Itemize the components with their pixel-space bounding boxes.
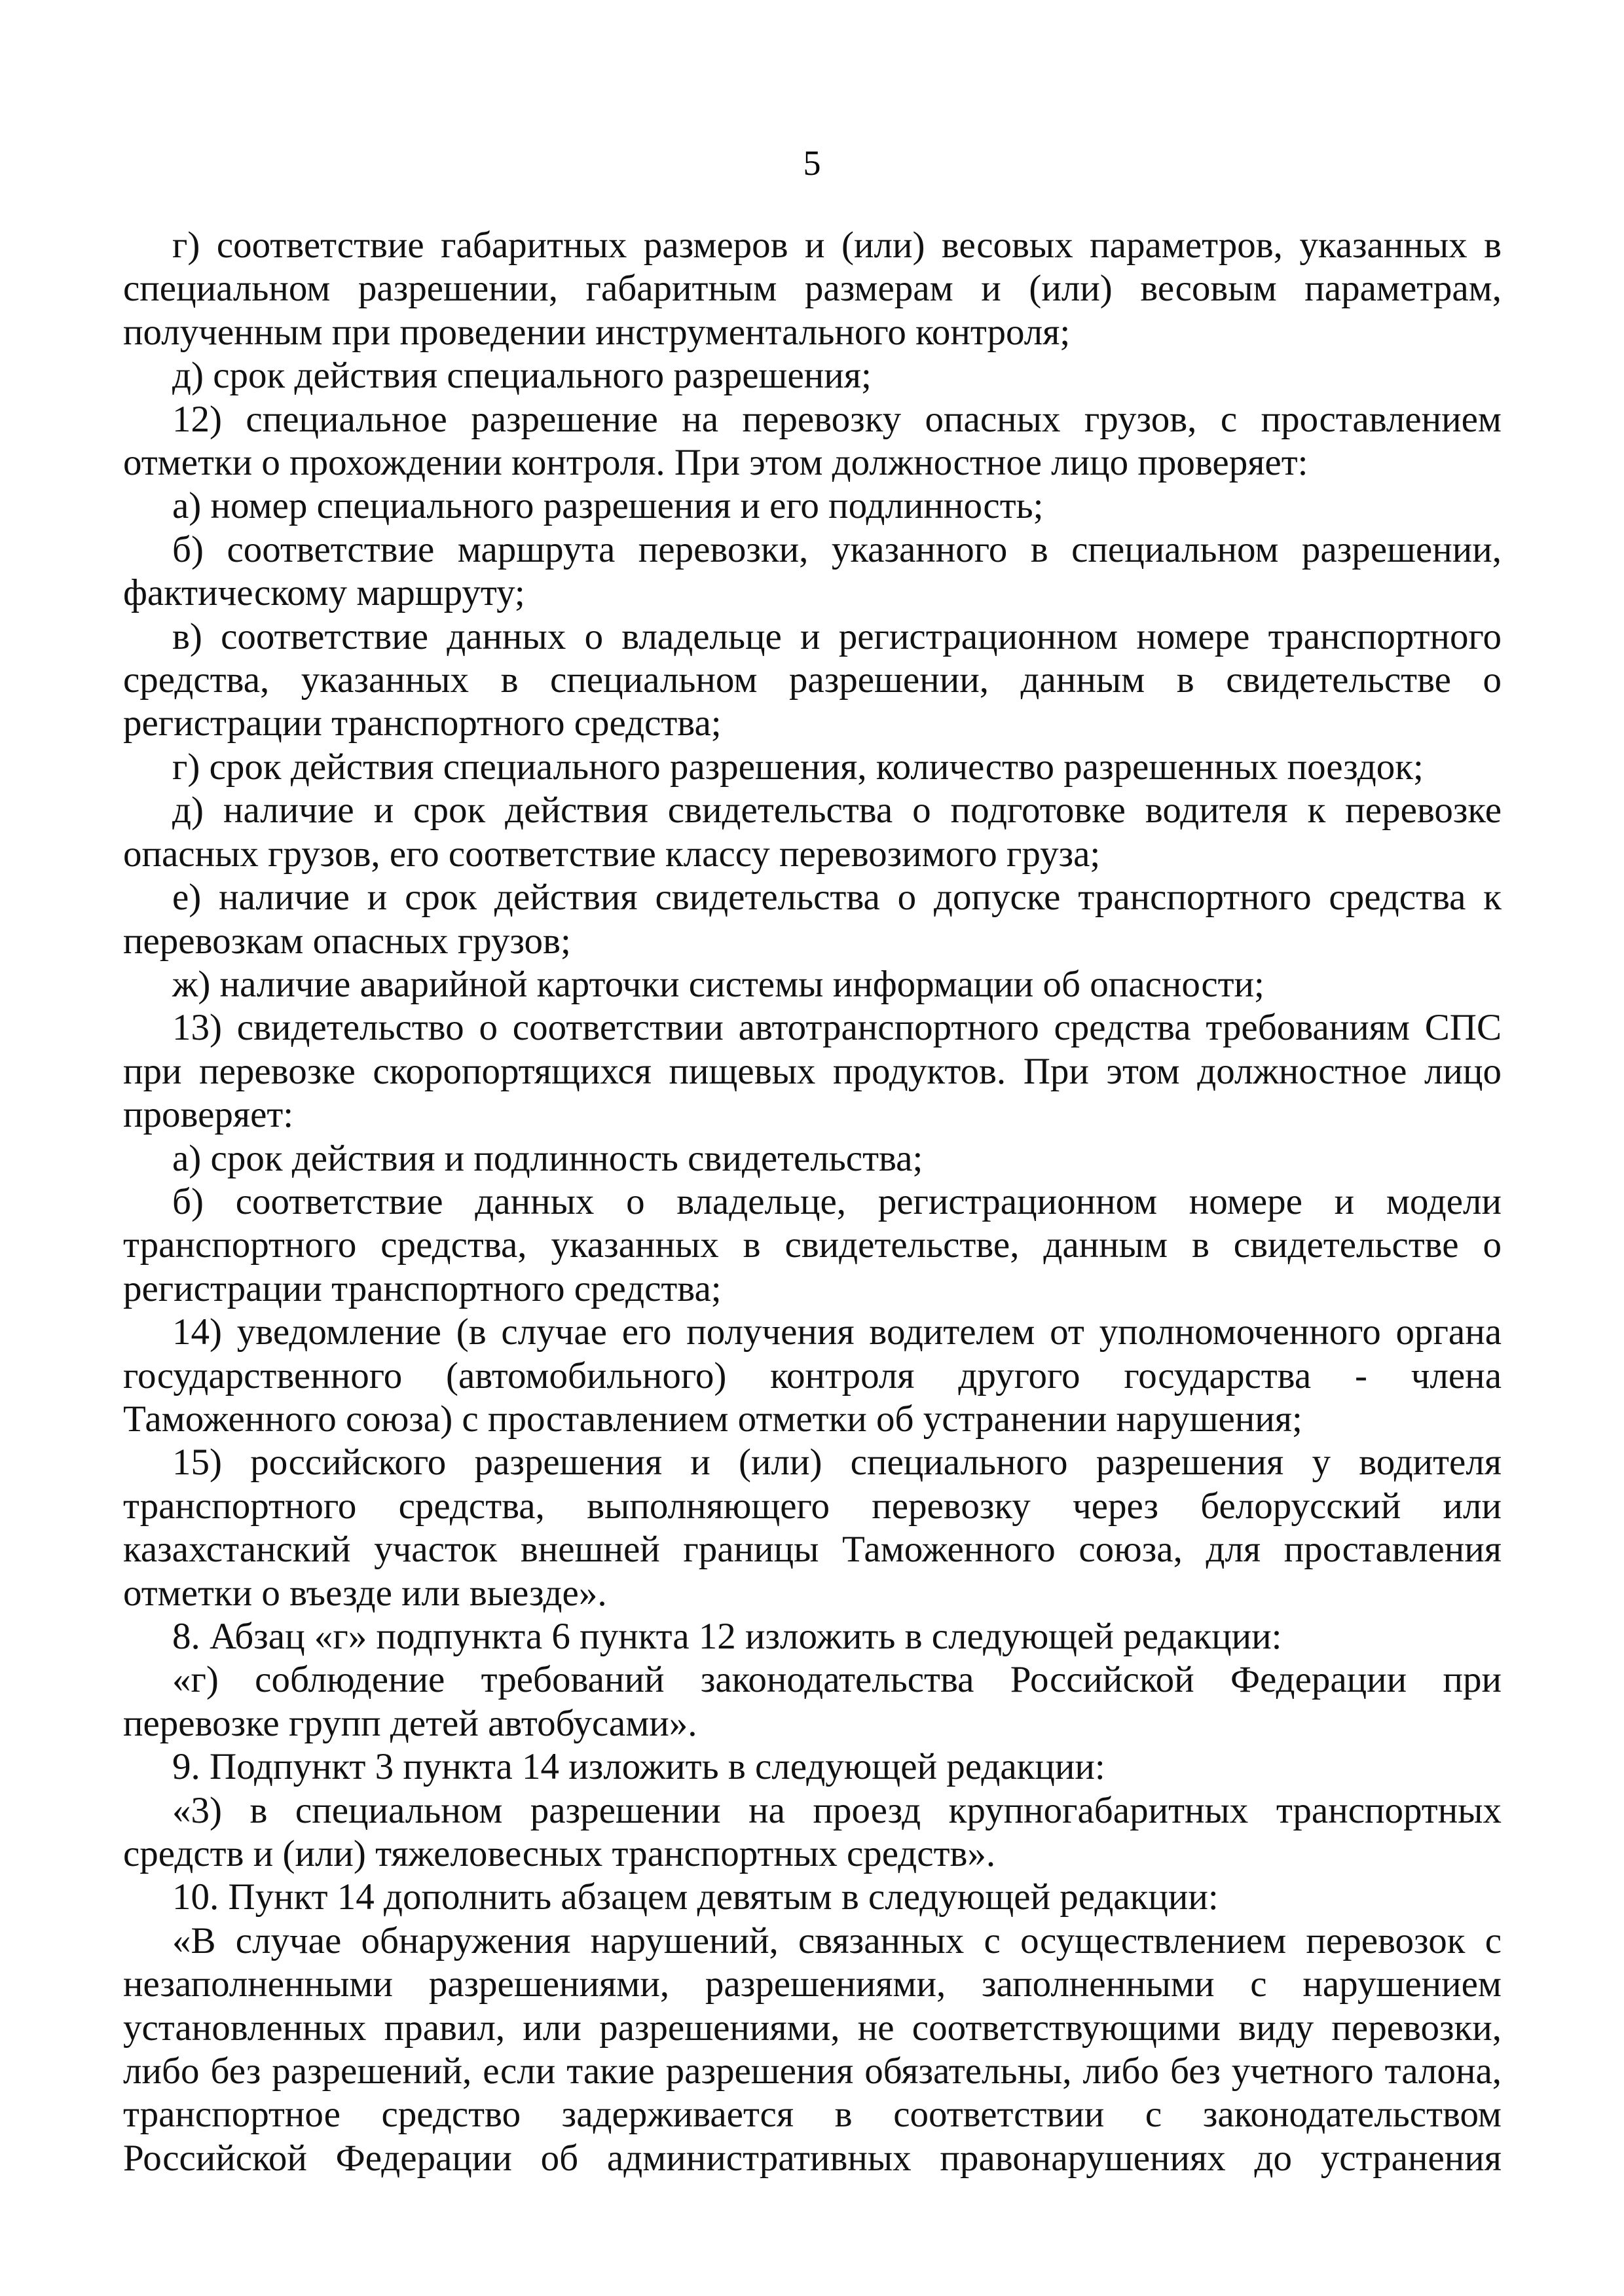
paragraph: б) соответствие данных о владельце, регистрационном номере и модели транспортного средства, указанных в свидетельстве, данным в свидетельстве о регистрации транспортного средства; [123,1180,1502,1309]
paragraph: д) срок действия специального разрешения; [172,355,872,397]
paragraph: 12) специальное разрешение на перевозку опасных грузов, с проставлением отметки о прохождении контроля. При этом должностное лицо проверяет: [123,398,1502,484]
paragraph: 10. Пункт 14 дополнить абзацем девятым в следующей редакции: [172,1876,1219,1918]
paragraph: д) наличие и срок действия свидетельства о подготовке водителя к перевозке опасных грузов, его соответствие классу перевозимого груза; [123,790,1502,875]
paragraph: 8. Абзац «г» подпункта 6 пункта 12 изложить в следующей редакции: [172,1616,1282,1657]
paragraph: б) соответствие маршрута перевозки, указанного в специальном разрешении, фактическому маршруту; [123,528,1502,614]
paragraph: «г) соблюдение требований законодательства Российской Федерации при перевозке групп детей автобусами». [123,1659,1502,1744]
paragraph: е) наличие и срок действия свидетельства о допуске транспортного средства к перевозкам опасных грузов; [123,877,1502,962]
paragraph: «В случае обнаружения нарушений, связанных с осуществлением перевозок с незаполненными разрешениями, разрешениями, заполненными с нарушением установленных правил, или разрешениями, не соответствующими виду перевозки, либо без разрешений, если такие разрешения обязательны, либо без учетного талона, транспортное средство задерживается в соответствии с законодательством Российской Федерации об административных правонарушениях до устранения [123,1920,1502,2179]
paragraph: ж) наличие аварийной карточки системы информации об опасности; [172,963,1264,1005]
paragraph: 9. Подпункт 3 пункта 14 изложить в следующей редакции: [172,1746,1105,1788]
document-body [123,224,1502,2180]
paragraph: г) соответствие габаритных размеров и (или) весовых параметров, указанных в специальном разрешении, габаритным размерам и (или) весовым параметрам, полученным при проведении инструментального контроля; [123,225,1502,353]
paragraph: «3) в специальном разрешении на проезд крупногабаритных транспортных средств и (или) тяжеловесных транспортных средств». [123,1789,1502,1875]
paragraph: г) срок действия специального разрешения, количество разрешенных поездок; [172,746,1424,788]
paragraph: 13) свидетельство о соответствии автотранспортного средства требованиям СПС при перевозке скоропортящихся пищевых продуктов. При этом должностное лицо проверяет: [123,1007,1502,1136]
page-number: 5 [803,143,821,183]
paragraph: а) срок действия и подлинность свидетельства; [172,1137,923,1179]
paragraph: а) номер специального разрешения и его подлинность; [172,485,1044,527]
paragraph: 14) уведомление (в случае его получения водителем от уполномоченного органа государственного (автомобильного) контроля другого государства - члена Таможенного союза) с проставлением отметки об устранении нарушения; [123,1311,1502,1440]
paragraph: 15) российского разрешения и (или) специального разрешения у водителя транспортного средства, выполняющего перевозку через белорусский или казахстанский участок внешней границы Таможенного союза, для проставления отметки о въезде или выезде». [123,1442,1502,1614]
paragraph: в) соответствие данных о владельце и регистрационном номере транспортного средства, указанных в специальном разрешении, данным в свидетельстве о регистрации транспортного средства; [123,615,1502,744]
